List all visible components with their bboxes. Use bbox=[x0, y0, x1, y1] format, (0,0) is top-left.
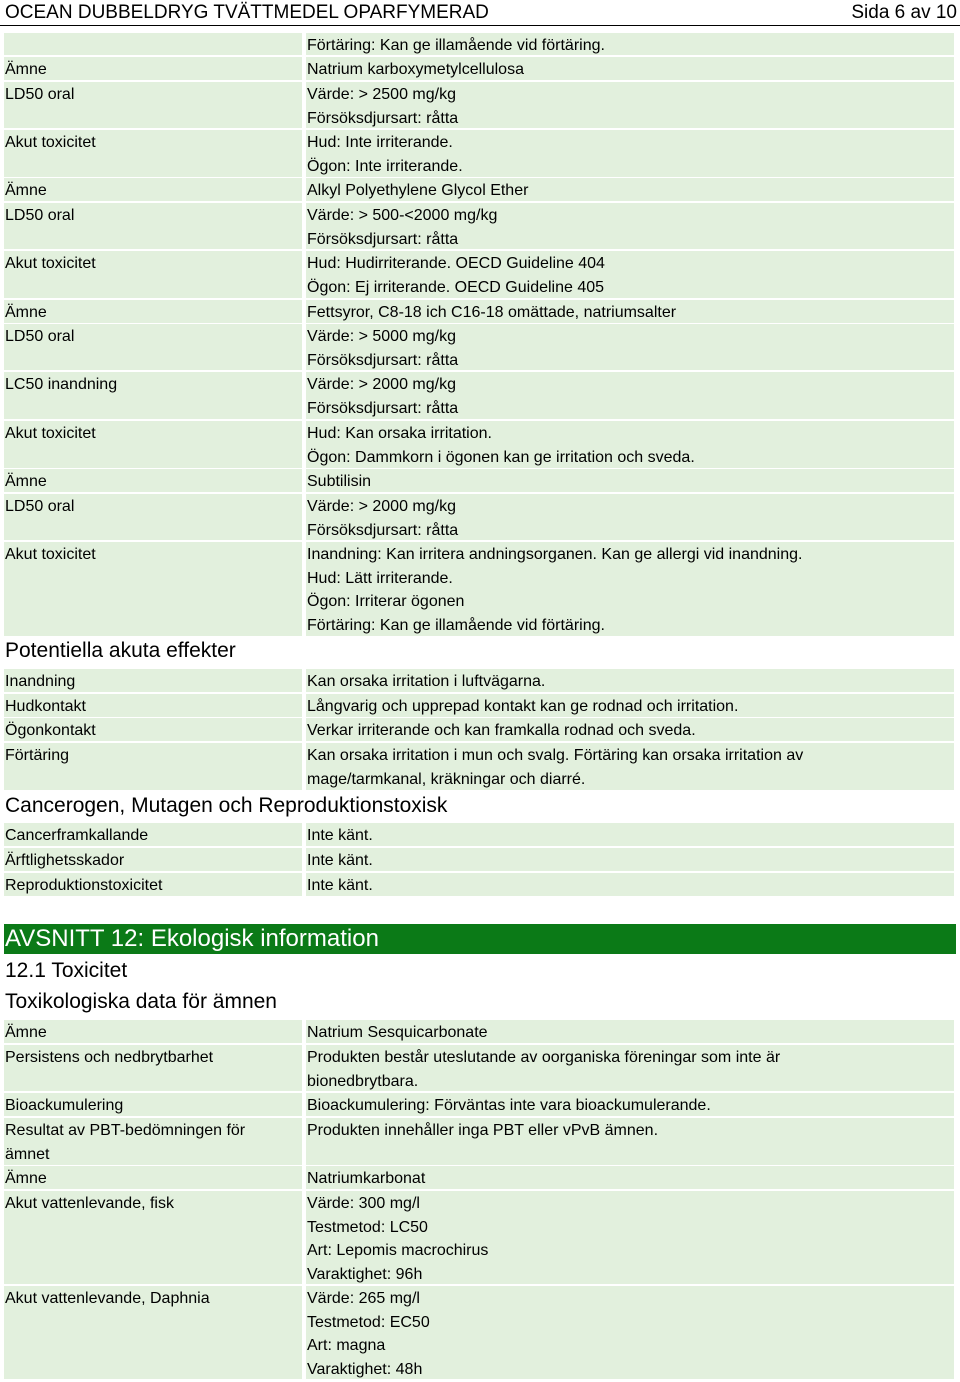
row-value: Kan orsaka irritation i mun och svalg. Förtäring kan orsaka irritation av mage/tarmkanal, kräkningar och diarré. bbox=[306, 743, 954, 790]
row-value: Värde: > 2000 mg/kg Försöksdjursart: råtta bbox=[306, 372, 954, 419]
row-label: Akut vattenlevande, Daphnia bbox=[4, 1286, 302, 1379]
row-label: Akut toxicitet bbox=[4, 251, 302, 298]
row-value: Alkyl Polyethylene Glycol Ether bbox=[306, 178, 954, 201]
row-value: Inandning: Kan irritera andningsorganen. Kan ge allergi vid inandning. Hud: Lätt irriterande. Ögon: Irriterar ögonen Förtäring: Kan ge illamående vid förtäring. bbox=[306, 542, 954, 636]
row-label: Förtäring bbox=[4, 743, 302, 790]
row-value: Natrium Sesquicarbonate bbox=[306, 1020, 954, 1043]
row-label: Ämne bbox=[4, 469, 302, 492]
row-label: Resultat av PBT-bedömningen för ämnet bbox=[4, 1118, 302, 1165]
section-heading: Toxikologiska data för ämnen bbox=[5, 990, 277, 1013]
row-value: Hud: Hudirriterande. OECD Guideline 404 Ögon: Ej irriterande. OECD Guideline 405 bbox=[306, 251, 954, 298]
row-value: Värde: 300 mg/l Testmetod: LC50 Art: Lepomis macrochirus Varaktighet: 96h bbox=[306, 1191, 954, 1284]
row-value: Hud: Kan orsaka irritation. Ögon: Dammkorn i ögonen kan ge irritation och sveda. bbox=[306, 421, 954, 468]
row-value: Värde: > 500-<2000 mg/kg Försöksdjursart: råtta bbox=[306, 203, 954, 249]
document-title: OCEAN DUBBELDRYG TVÄTTMEDEL OPARFYMERAD bbox=[5, 2, 489, 23]
section-heading: Potentiella akuta effekter bbox=[5, 639, 236, 662]
row-label: Ärftlighetsskador bbox=[4, 848, 302, 871]
row-label: Cancerframkallande bbox=[4, 823, 302, 846]
row-value: Fettsyror, C8-18 ich C16-18 omättade, natriumsalter bbox=[306, 300, 954, 323]
row-value: Subtilisin bbox=[306, 469, 954, 492]
row-label: Reproduktionstoxicitet bbox=[4, 873, 302, 896]
row-value: Produkten innehåller inga PBT eller vPvB ämnen. bbox=[306, 1118, 954, 1165]
row-value: Inte känt. bbox=[306, 848, 954, 871]
row-label: LD50 oral bbox=[4, 82, 302, 128]
row-label: LD50 oral bbox=[4, 494, 302, 540]
row-value: Värde: > 2500 mg/kg Försöksdjursart: råtta bbox=[306, 82, 954, 128]
row-value: Bioackumulering: Förväntas inte vara bioackumulerande. bbox=[306, 1093, 954, 1116]
row-label: Ämne bbox=[4, 1020, 302, 1043]
row-label: Ämne bbox=[4, 57, 302, 80]
row-label: Ämne bbox=[4, 300, 302, 323]
subsection-heading: 12.1 Toxicitet bbox=[5, 959, 128, 982]
row-value: Förtäring: Kan ge illamående vid förtäring. bbox=[306, 33, 954, 55]
row-label bbox=[4, 33, 302, 55]
row-label: Akut toxicitet bbox=[4, 130, 302, 177]
row-value: Produkten består uteslutande av oorganiska föreningar som inte är bionedbrytbara. bbox=[306, 1045, 954, 1091]
section-banner: AVSNITT 12: Ekologisk information bbox=[4, 924, 956, 954]
row-label: Akut vattenlevande, fisk bbox=[4, 1191, 302, 1284]
row-value: Kan orsaka irritation i luftvägarna. bbox=[306, 669, 954, 692]
row-label: Ämne bbox=[4, 178, 302, 201]
row-value: Värde: > 2000 mg/kg Försöksdjursart: råtta bbox=[306, 494, 954, 540]
row-label: Ämne bbox=[4, 1166, 302, 1189]
row-value: Natriumkarbonat bbox=[306, 1166, 954, 1189]
row-value: Natrium karboxymetylcellulosa bbox=[306, 57, 954, 80]
row-value: Inte känt. bbox=[306, 823, 954, 846]
row-label: Akut toxicitet bbox=[4, 542, 302, 636]
row-label: Ögonkontakt bbox=[4, 718, 302, 741]
row-value: Värde: 265 mg/l Testmetod: EC50 Art: magna Varaktighet: 48h bbox=[306, 1286, 954, 1379]
row-label: Bioackumulering bbox=[4, 1093, 302, 1116]
row-label: Inandning bbox=[4, 669, 302, 692]
row-value: Långvarig och upprepad kontakt kan ge rodnad och irritation. bbox=[306, 694, 954, 717]
row-label: Persistens och nedbrytbarhet bbox=[4, 1045, 302, 1091]
page-number: Sida 6 av 10 bbox=[851, 2, 957, 23]
row-value: Verkar irriterande och kan framkalla rodnad och sveda. bbox=[306, 718, 954, 741]
row-value: Värde: > 5000 mg/kg Försöksdjursart: råtta bbox=[306, 324, 954, 370]
row-value: Hud: Inte irriterande. Ögon: Inte irriterande. bbox=[306, 130, 954, 177]
row-label: Akut toxicitet bbox=[4, 421, 302, 468]
row-label: LD50 oral bbox=[4, 203, 302, 249]
page-header bbox=[0, 0, 960, 26]
row-label: Hudkontakt bbox=[4, 694, 302, 717]
row-label: LD50 oral bbox=[4, 324, 302, 370]
section-heading: Cancerogen, Mutagen och Reproduktionstoxisk bbox=[5, 794, 448, 817]
row-label: LC50 inandning bbox=[4, 372, 302, 419]
row-value: Inte känt. bbox=[306, 873, 954, 896]
